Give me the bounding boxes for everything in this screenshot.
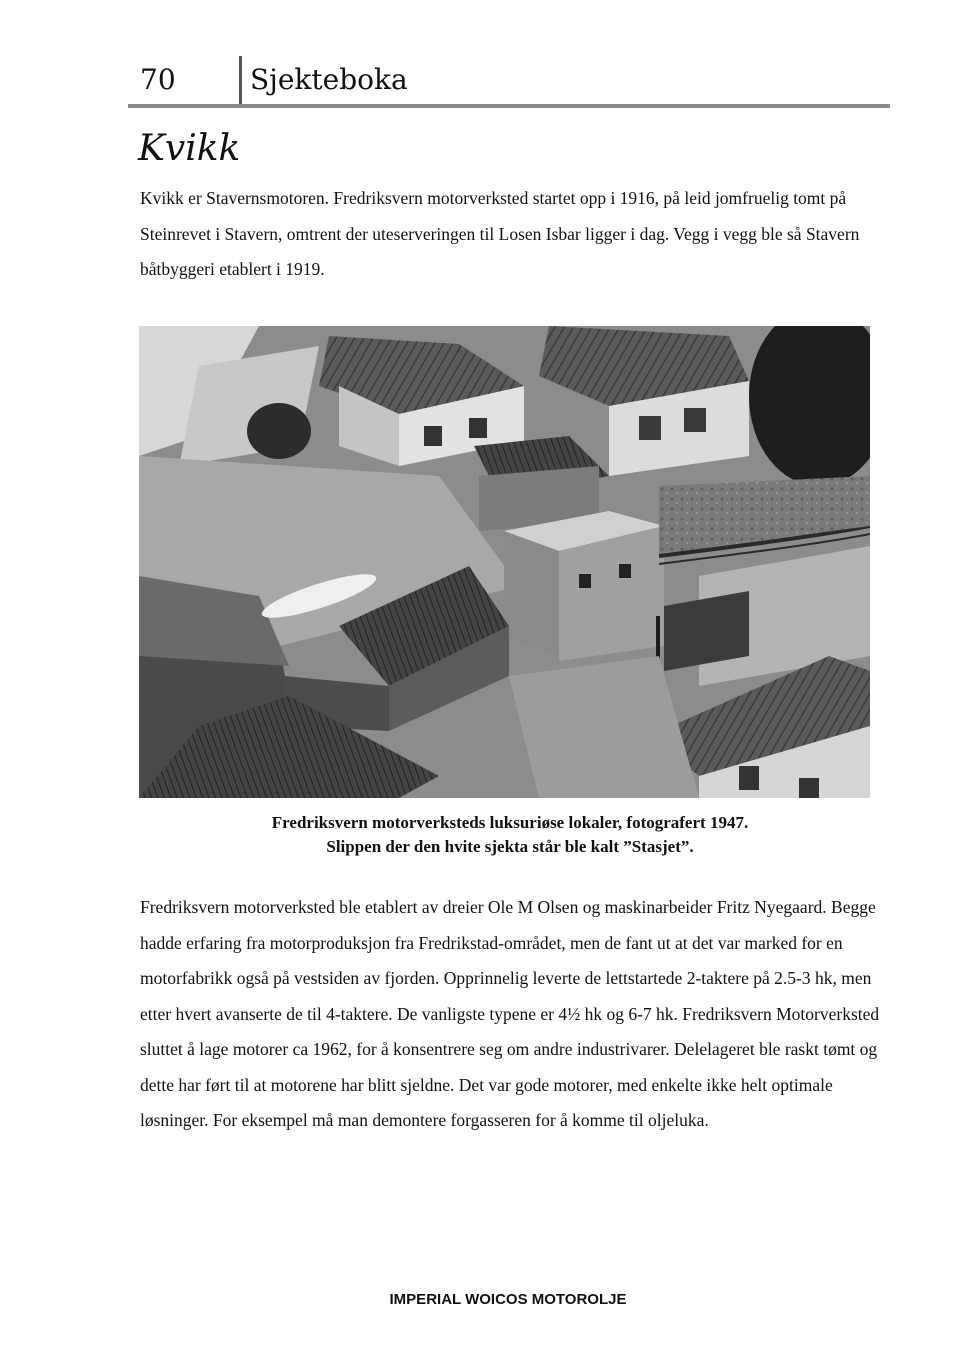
- intro-paragraph: Kvikk er Stavernsmotoren. Fredriksvern motorverksted startet opp i 1916, på leid jomfruelig tomt på Steinrevet i Stavern, omtrent der uteserveringen til Losen Isbar ligger i dag. Vegg i vegg ble så Stavern båtbyggeri etablert i 1919.: [140, 188, 860, 279]
- book-title: Sjekteboka: [250, 63, 408, 96]
- header-divider: [239, 56, 242, 104]
- figure-caption: [140, 811, 880, 859]
- page-header: [128, 56, 890, 108]
- page-number: 70: [140, 63, 176, 96]
- history-paragraph: Fredriksvern motorverksted ble etablert av dreier Ole M Olsen og maskinarbeider Fritz Nyegaard. Begge hadde erfaring fra motorproduksjon fra Fredrikstad-området, men de fant ut at det var marked for en motorfabrikk også på vestsiden av fjorden. Opprinnelig leverte de lettstartede 2-taktere på 2.5-3 hk, men etter hvert avanserte de til 4-taktere. De vanligste typene er 4½ hk og 6-7 hk. Fredriksvern Motorverksted sluttet å lage motorer ca 1962, for å konsentrere seg om andre industrivarer. Delelageret ble raskt tømt og dette har ført til at motorene har blitt sjeldne. Det var gode motorer, med enkelte ikke helt optimale løsninger. For eksempel må man demontere forgasseren for å komme til oljeluka.: [140, 897, 880, 1130]
- historic-photo: [139, 326, 870, 798]
- workshop-aerial-photo: [139, 326, 870, 798]
- chapter-title: Kvikk: [138, 128, 241, 169]
- caption-line-1: Fredriksvern motorverksteds luksuriøse lokaler, fotografert 1947.: [271, 813, 749, 832]
- page-footer: IMPERIAL WOICOS MOTOROLJE: [389, 1291, 627, 1308]
- caption-line-2: Slippen der den hvite sjekta står ble kalt ”Stasjet”.: [326, 837, 694, 856]
